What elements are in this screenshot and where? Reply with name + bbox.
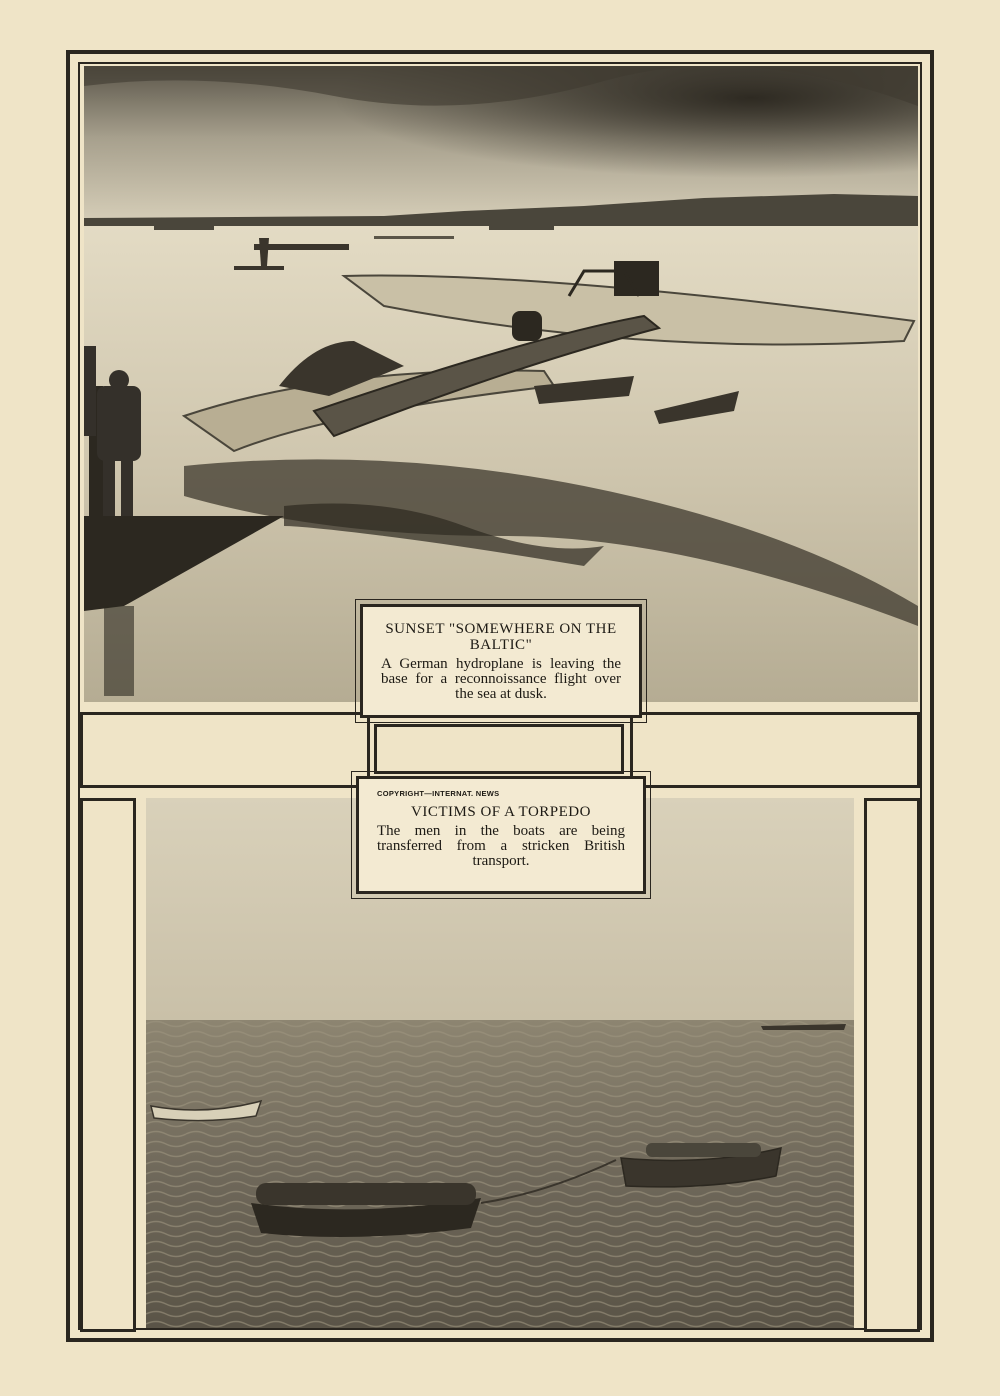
photo-credit: COPYRIGHT—INTERNAT. NEWS: [377, 789, 500, 798]
torpedo-caption-box: [356, 776, 646, 894]
divider-panel-center: [374, 724, 624, 774]
side-panel-left: [80, 798, 136, 1332]
hydroplane-caption-box: [360, 604, 642, 718]
divider-panel-right: [630, 712, 920, 788]
torpedo-caption-text: The men in the boats are being transferred from a stricken British transport.: [377, 823, 625, 869]
divider-panel-left: [80, 712, 370, 788]
hydroplane-caption-title: SUNSET "SOMEWHERE ON THE BALTIC": [385, 621, 617, 653]
side-panel-right: [864, 798, 920, 1332]
torpedo-caption-title: VICTIMS OF A TORPEDO: [411, 804, 591, 820]
hydroplane-caption-text: A German hydroplane is leaving the base for a reconnoissance flight over the sea at dusk.: [381, 656, 621, 702]
